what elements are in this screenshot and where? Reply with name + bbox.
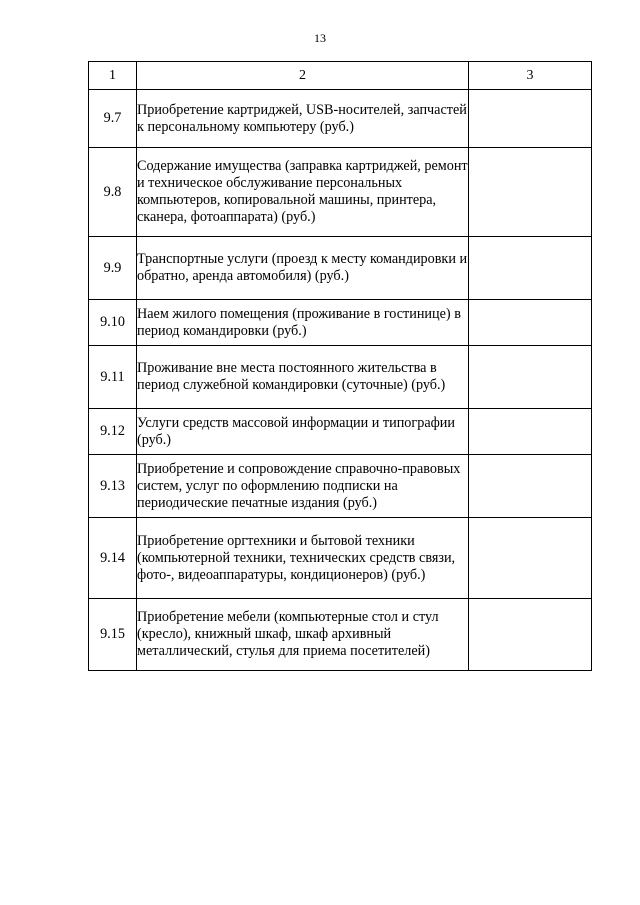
- row-description: Приобретение и сопровождение справочно-правовых систем, услуг по оформлению подписки на периодические печатные издания (руб.): [137, 455, 469, 518]
- header-cell-value: 3: [469, 62, 592, 90]
- row-value: [469, 237, 592, 300]
- row-description: Проживание вне места постоянного жительства в период служебной командировки (суточные) (руб.): [137, 346, 469, 409]
- table-row: [89, 300, 592, 346]
- row-value: [469, 518, 592, 599]
- row-number: 9.10: [89, 300, 137, 346]
- row-number: 9.9: [89, 237, 137, 300]
- table-row: [89, 599, 592, 671]
- row-value: [469, 90, 592, 148]
- table-row: [89, 148, 592, 237]
- row-description: Содержание имущества (заправка картриджей, ремонт и техническое обслуживание персональных компьютеров, копировальной машины, принтера, сканера, фотоаппарата) (руб.): [137, 148, 469, 237]
- header-cell-number: 1: [89, 62, 137, 90]
- table-header-row: [89, 62, 592, 90]
- header-cell-description: 2: [137, 62, 469, 90]
- row-description: Приобретение мебели (компьютерные стол и стул (кресло), книжный шкаф, шкаф архивный металлический, стулья для приема посетителей): [137, 599, 469, 671]
- table-row: [89, 455, 592, 518]
- row-number: 9.14: [89, 518, 137, 599]
- expense-table: [88, 61, 592, 671]
- row-value: [469, 455, 592, 518]
- row-number: 9.11: [89, 346, 137, 409]
- page-number: 13: [314, 31, 326, 45]
- row-description: Приобретение картриджей, USB-носителей, запчастей к персональному компьютеру (руб.): [137, 90, 469, 148]
- row-value: [469, 300, 592, 346]
- row-description: Транспортные услуги (проезд к месту командировки и обратно, аренда автомобиля) (руб.): [137, 237, 469, 300]
- table-row: [89, 90, 592, 148]
- table-row: [89, 346, 592, 409]
- table-row: [89, 518, 592, 599]
- row-description: Наем жилого помещения (проживание в гостинице) в период командировки (руб.): [137, 300, 469, 346]
- row-number: 9.15: [89, 599, 137, 671]
- row-number: 9.13: [89, 455, 137, 518]
- row-number: 9.7: [89, 90, 137, 148]
- table-row: [89, 409, 592, 455]
- row-value: [469, 148, 592, 237]
- row-value: [469, 346, 592, 409]
- table-row: [89, 237, 592, 300]
- row-number: 9.8: [89, 148, 137, 237]
- row-value: [469, 599, 592, 671]
- row-value: [469, 409, 592, 455]
- row-description: Приобретение оргтехники и бытовой техники (компьютерной техники, технических средств связи, фото-, видеоаппаратуры, кондиционеров) (руб.): [137, 518, 469, 599]
- row-number: 9.12: [89, 409, 137, 455]
- row-description: Услуги средств массовой информации и типографии (руб.): [137, 409, 469, 455]
